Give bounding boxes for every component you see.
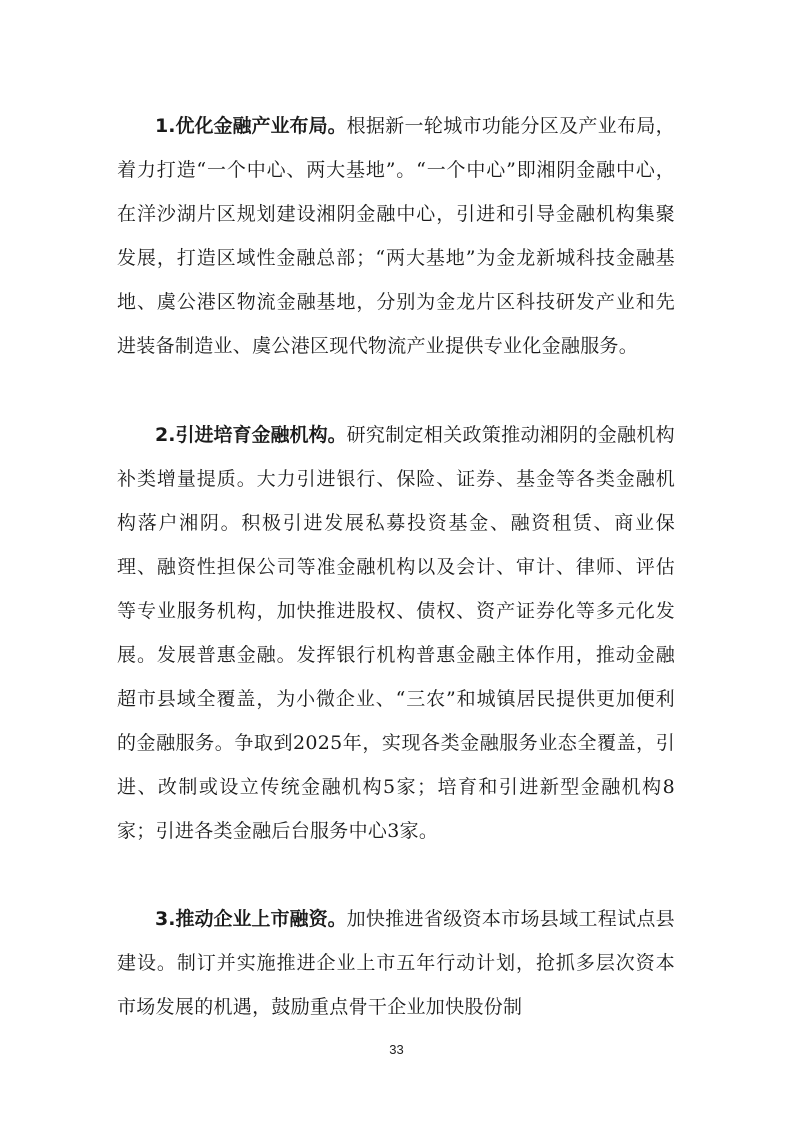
paragraph-2 — [117, 413, 675, 853]
paragraph-3-body: 加快推进省级资本市场县域工程试点县建设。制订并实施推进企业上市五年行动计划，抢抓多层次资本市场发展的机遇，鼓励重点骨干企业加快股份制 — [117, 908, 675, 1018]
page-number: 33 — [389, 1042, 404, 1057]
paragraph-3-heading: 3.推动企业上市融资。 — [155, 908, 347, 930]
paragraph-2-heading: 2.引进培育金融机构。 — [155, 424, 347, 446]
paragraph-1-body: 根据新一轮城市功能分区及产业布局，着力打造“一个中心、两大基地”。“一个中心”即湘阴金融中心，在洋沙湖片区规划建设湘阴金融中心，引进和引导金融机构集聚发展，打造区域性金融总部；“两大基地”为金龙新城科技金融基地、虞公港区物流金融基地，分别为金龙片区科技研发产业和先进装备制造业、虞公港区现代物流产业提供专业化金融服务。 — [117, 115, 675, 357]
paragraph-1 — [117, 104, 675, 368]
paragraph-1-heading: 1.优化金融产业布局。 — [155, 115, 347, 137]
paragraph-3 — [117, 897, 675, 1029]
paragraph-2-body: 研究制定相关政策推动湘阴的金融机构补类增量提质。大力引进银行、保险、证券、基金等各类金融机构落户湘阴。积极引进发展私募投资基金、融资租赁、商业保理、融资性担保公司等准金融机构以及会计、审计、律师、评估等专业服务机构，加快推进股权、债权、资产证券化等多元化发展。发展普惠金融。发挥银行机构普惠金融主体作用，推动金融超市县域全覆盖，为小微企业、“三农”和城镇居民提供更加便利的金融服务。争取到2025年，实现各类金融服务业态全覆盖，引进、改制或设立传统金融机构5家；培育和引进新型金融机构8家；引进各类金融后台服务中心3家。 — [117, 424, 675, 842]
